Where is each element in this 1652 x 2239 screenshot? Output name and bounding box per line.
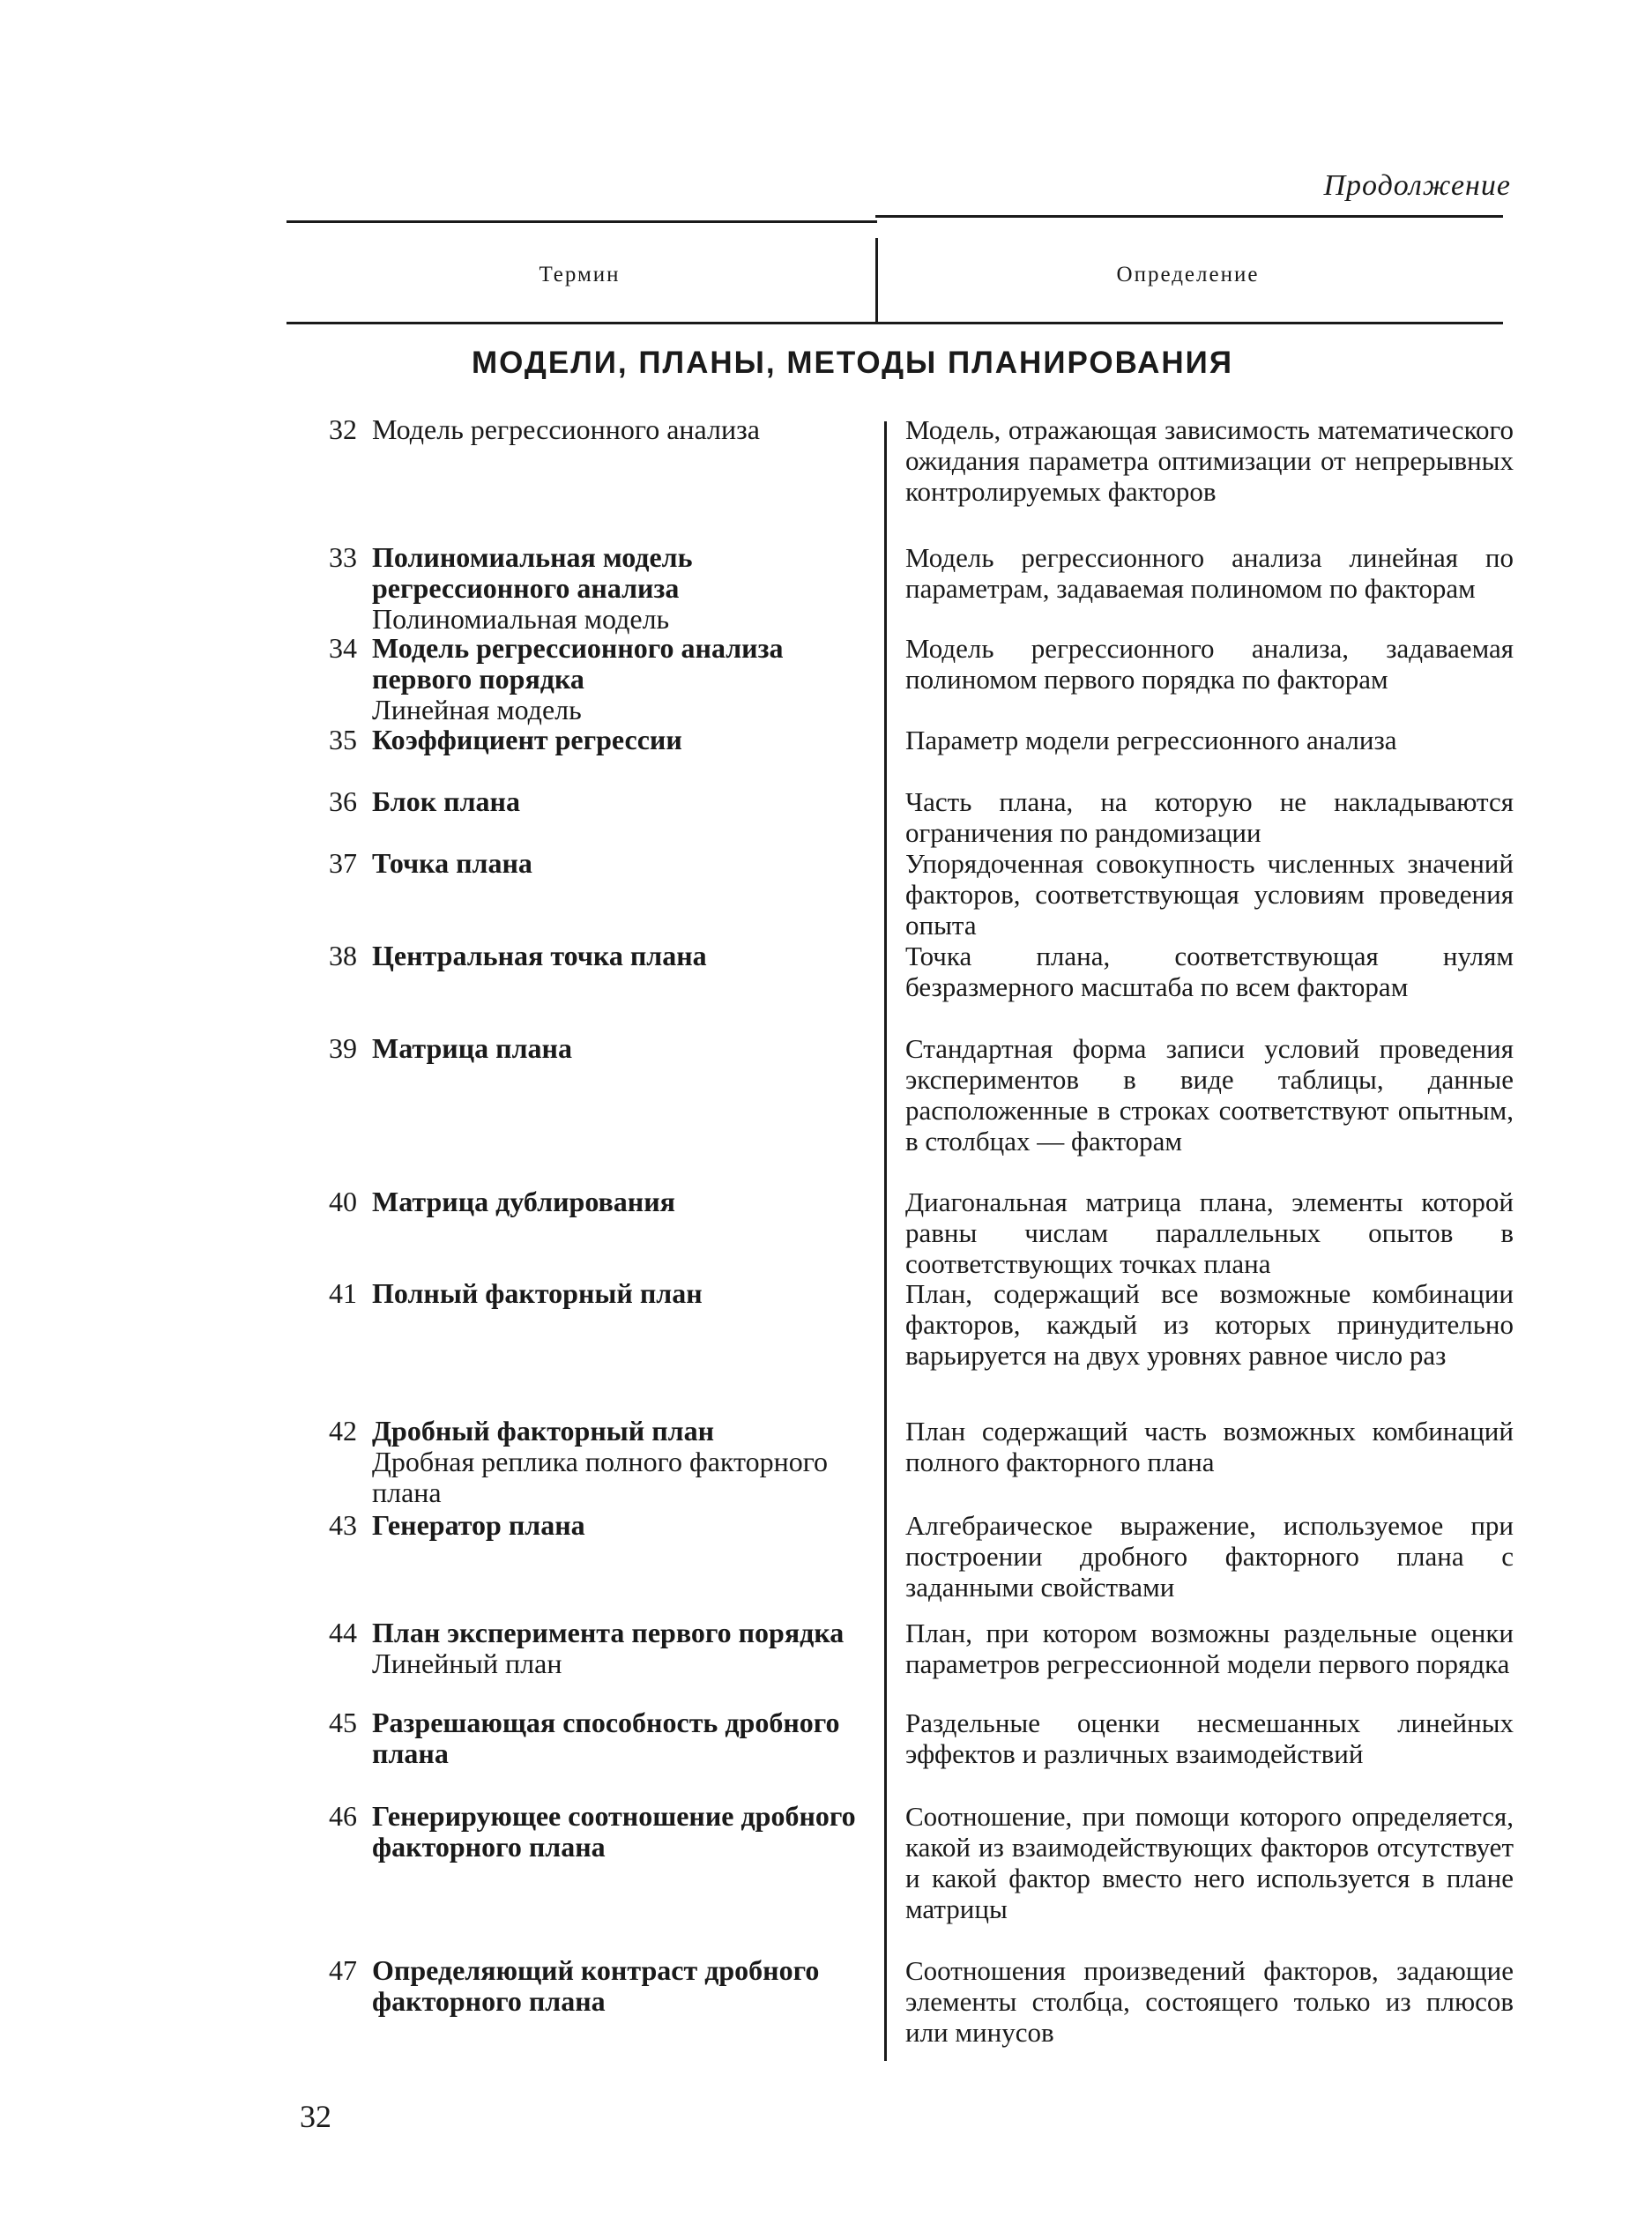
column-separator [884,421,887,2061]
entry-definition: Соотношения произведений факторов, задающие элементы столбца, состоящего только из плюсов или минусов [905,1955,1514,2048]
entry-term [372,1510,866,1541]
term-text: Полиномиальная модель регрессионного анализа [372,541,693,604]
term-text: Матрица дублирования [372,1186,675,1217]
term-text: Центральная точка плана [372,940,707,971]
entry-term [372,848,866,879]
entry-term [372,1416,866,1508]
term-text: Генератор плана [372,1509,585,1541]
entry-definition: Соотношение, при помощи которого определяется, какой из взаимодействующих факторов отсутствует и какой фактор вместо него используется в плане матрицы [905,1801,1514,1924]
entry-number: 35 [329,724,357,755]
entry-term [372,1033,866,1064]
entry-number: 42 [329,1415,357,1447]
entry-number: 47 [329,1954,357,1986]
entry-term [372,1707,866,1769]
entry-number: 32 [329,413,357,445]
entry-number: 36 [329,785,357,817]
entry-definition: Параметр модели регрессионного анализа [905,725,1397,755]
entry-number: 38 [329,940,357,971]
term-text: План эксперимента первого порядка [372,1617,845,1648]
continuation-label: Продолжение [1323,169,1511,202]
entry-definition: Раздельные оценки несмешанных линейных эффектов и различных взаимодействий [905,1707,1514,1769]
term-synonym: Линейная модель [372,694,582,725]
entry-number: 39 [329,1032,357,1064]
entry-term [372,786,866,817]
table-header [286,231,1503,319]
top-rule [286,220,877,223]
entry-definition: План, содержащий все возможные комбинации факторов, каждый из которых принудительно варьируется на двух уровнях равное число раз [905,1278,1514,1371]
term-text: Точка плана [372,847,532,879]
entry-definition: План, при котором возможны раздельные оценки параметров регрессионной модели первого порядка [905,1618,1514,1679]
entry-definition: Алгебраическое выражение, используемое при построении дробного факторного плана с заданными свойствами [905,1510,1514,1603]
entry-definition: Модель регрессионного анализа, задаваемая полиномом первого порядка по факторам [905,633,1514,695]
entry-definition: Упорядоченная совокупность численных значений факторов, соответствующая условиям проведения опыта [905,848,1514,941]
term-text: Модель регрессионного анализа [372,413,760,445]
header-definition: Определение [1116,263,1260,286]
entry-number: 41 [329,1277,357,1309]
term-text: Полный факторный план [372,1277,703,1309]
entry-term [372,941,866,971]
entry-definition: План содержащий часть возможных комбинаций полного факторного плана [905,1416,1514,1477]
term-text: Определяющий контраст дробного факторного плана [372,1954,820,2017]
entry-term [372,1278,866,1309]
term-synonym: Полиномиальная модель [372,603,670,635]
term-text: Матрица плана [372,1032,572,1064]
term-synonym: Линейный план [372,1648,562,1679]
term-text: Генерирующее соотношение дробного факторного плана [372,1800,856,1863]
entry-definition: Точка плана, соответствующая нулям безразмерного масштаба по всем факторам [905,941,1514,1002]
entry-number: 34 [329,632,357,664]
entry-term [372,633,866,725]
entry-definition: Модель, отражающая зависимость математического ожидания параметра оптимизации от непрерывных контролируемых факторов [905,414,1514,507]
entry-number: 46 [329,1800,357,1832]
entry-number: 37 [329,847,357,879]
entry-term [372,1186,866,1217]
entry-term [372,1955,866,2017]
entry-term [372,542,866,635]
term-synonym: Дробная реплика полного факторного плана [372,1446,829,1508]
term-text: Коэффициент регрессии [372,724,682,755]
header-term: Термин [539,263,621,286]
term-text: Блок плана [372,785,520,817]
entry-definition: Часть плана, на которую не накладываются ограничения по рандомизации [905,786,1514,848]
entry-term [372,414,866,445]
section-title: МОДЕЛИ, ПЛАНЫ, МЕТОДЫ ПЛАНИРОВАНИЯ [472,346,1233,380]
entry-term [372,725,866,755]
entry-definition: Модель регрессионного анализа линейная по параметрам, задаваемая полиномом по факторам [905,542,1514,604]
entry-number: 44 [329,1617,357,1648]
entry-term [372,1618,866,1679]
entry-definition: Диагональная матрица плана, элементы которой равны числам параллельных опытов в соответствующих точках плана [905,1186,1514,1279]
term-text: Разрешающая способность дробного плана [372,1707,840,1769]
term-text: Модель регрессионного анализа первого порядка [372,632,784,695]
page-number: 32 [300,2099,331,2134]
top-rule-right [875,215,1503,218]
entry-number: 33 [329,541,357,573]
term-text: Дробный факторный план [372,1415,715,1447]
entry-definition: Стандартная форма записи условий проведения экспериментов в виде таблицы, данные расположенные в строках соответствуют опытным, в столбцах — факторам [905,1033,1514,1157]
entry-number: 43 [329,1509,357,1541]
entry-term [372,1801,866,1863]
entry-number: 45 [329,1707,357,1738]
header-separator [875,238,878,322]
entry-number: 40 [329,1186,357,1217]
header-bottom-rule [286,322,1503,324]
